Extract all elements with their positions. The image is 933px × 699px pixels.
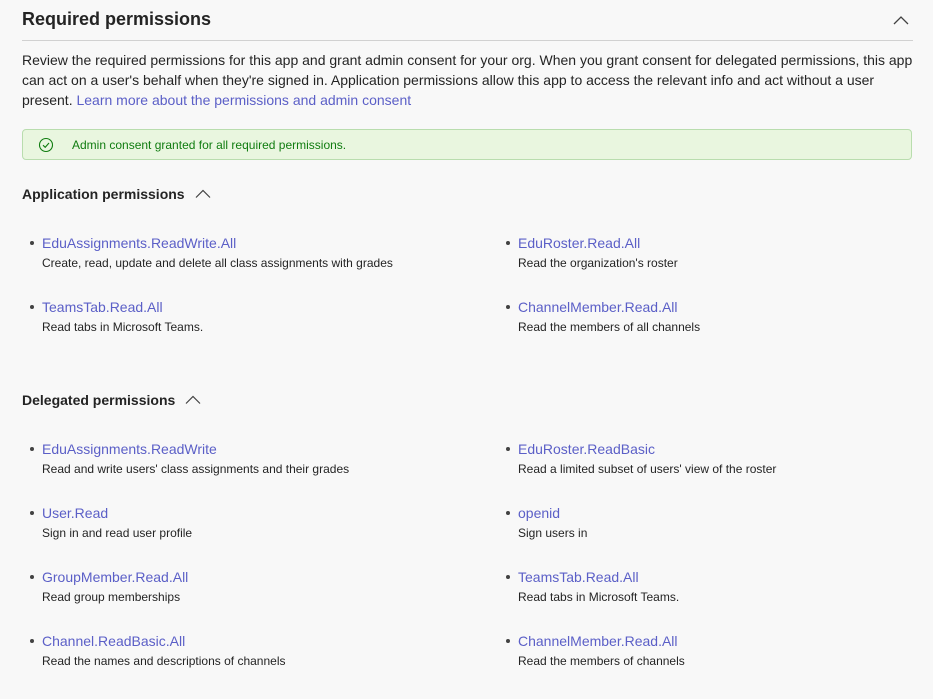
- permission-description: Create, read, update and delete all class assignments with grades: [42, 256, 393, 270]
- panel-header: [22, 0, 913, 41]
- permission-name-link[interactable]: ChannelMember.Read.All: [518, 299, 678, 315]
- bullet: [30, 639, 34, 643]
- permission-name-link[interactable]: Channel.ReadBasic.All: [42, 633, 186, 649]
- consent-status-text: Admin consent granted for all required permissions.: [72, 137, 347, 152]
- permission-item: [42, 441, 462, 477]
- bullet: [506, 639, 510, 643]
- bullet: [506, 511, 510, 515]
- bullet: [506, 241, 510, 245]
- permission-name-link[interactable]: EduAssignments.ReadWrite: [42, 441, 217, 457]
- permission-item: [518, 633, 933, 669]
- permission-item: [42, 299, 462, 335]
- application-permissions-title: Application permissions: [22, 186, 185, 202]
- bullet: [30, 447, 34, 451]
- permission-name-link[interactable]: GroupMember.Read.All: [42, 569, 189, 585]
- consent-status-banner: [22, 129, 912, 160]
- bullet: [30, 511, 34, 515]
- permission-description: Sign users in: [518, 526, 588, 540]
- permission-item: [42, 505, 462, 541]
- permission-name-link[interactable]: EduRoster.Read.All: [518, 235, 641, 251]
- chevron-up-icon: [195, 189, 211, 199]
- permission-name-link[interactable]: ChannelMember.Read.All: [518, 633, 678, 649]
- application-collapse-toggle[interactable]: [195, 186, 211, 202]
- learn-more-link[interactable]: Learn more about the permissions and admin consent: [76, 92, 412, 108]
- description-text: Review the required permissions for this app and grant admin consent for your org. When you grant consent for delegated permissions, this app can act on a user's behalf when they're signed in. Application permissions allow this app to access the relevant info and act without a user present.: [22, 52, 913, 108]
- permission-item: [518, 235, 933, 271]
- permission-item: [518, 299, 933, 335]
- permission-item: [518, 569, 933, 605]
- permission-name-link[interactable]: TeamsTab.Read.All: [518, 569, 639, 585]
- permission-description: Read a limited subset of users' view of the roster: [518, 462, 777, 476]
- chevron-up-icon: [893, 15, 909, 25]
- delegated-permissions-title: Delegated permissions: [22, 392, 176, 408]
- delegated-collapse-toggle[interactable]: [185, 392, 201, 408]
- permission-description: Read the names and descriptions of channels: [42, 654, 286, 668]
- chevron-up-icon: [185, 395, 201, 405]
- permission-item: [42, 569, 462, 605]
- permission-item: [42, 235, 462, 271]
- delegated-permissions-header: [22, 392, 201, 408]
- bullet: [30, 305, 34, 309]
- permission-description: Read and write users' class assignments and their grades: [42, 462, 350, 476]
- bullet: [30, 575, 34, 579]
- permission-item: [518, 505, 933, 541]
- permission-description: Read the organization's roster: [518, 256, 678, 270]
- permission-name-link[interactable]: openid: [518, 505, 561, 521]
- permission-description: Read tabs in Microsoft Teams.: [42, 320, 204, 334]
- permission-description: Read tabs in Microsoft Teams.: [518, 590, 680, 604]
- permissions-description: [22, 50, 913, 110]
- panel-title: Required permissions: [22, 9, 212, 29]
- bullet: [506, 305, 510, 309]
- bullet: [506, 447, 510, 451]
- permission-description: Read the members of channels: [518, 654, 685, 668]
- bullet: [506, 575, 510, 579]
- permission-name-link[interactable]: TeamsTab.Read.All: [42, 299, 163, 315]
- permission-item: [518, 441, 933, 477]
- application-permissions-header: [22, 186, 211, 202]
- collapse-section-button[interactable]: [889, 8, 913, 32]
- permission-description: Read the members of all channels: [518, 320, 701, 334]
- checkmark-circle-icon: [38, 137, 54, 153]
- permission-name-link[interactable]: User.Read: [42, 505, 109, 521]
- permission-description: Sign in and read user profile: [42, 526, 193, 540]
- permission-item: [42, 633, 462, 669]
- bullet: [30, 241, 34, 245]
- permission-name-link[interactable]: EduRoster.ReadBasic: [518, 441, 655, 457]
- permission-name-link[interactable]: EduAssignments.ReadWrite.All: [42, 235, 237, 251]
- permission-description: Read group memberships: [42, 590, 181, 604]
